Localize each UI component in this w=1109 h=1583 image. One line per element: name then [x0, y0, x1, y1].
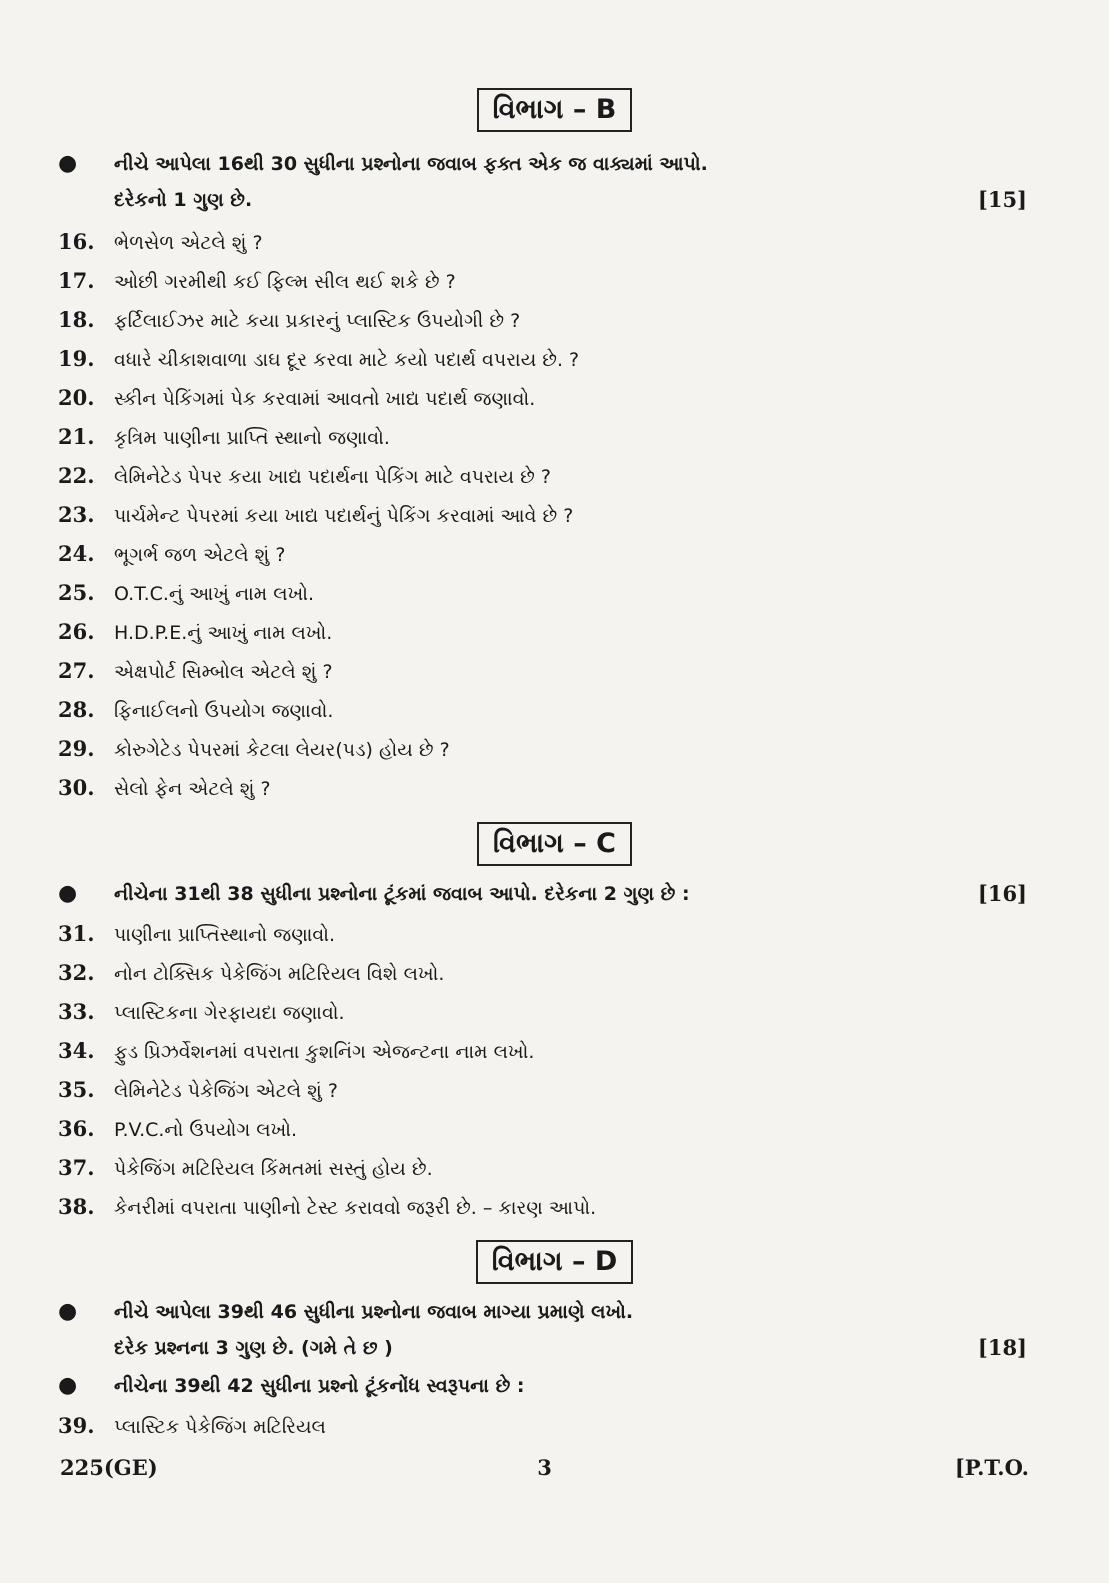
- section-b-instruction-line1: નીચે આપેલા 16થી 30 સુધીના પ્રશ્નોના જવાબ ફક્ત એક જ વાક્યમાં આપો.: [114, 153, 708, 175]
- pto-label: [P.T.O.: [954, 1455, 1029, 1480]
- section-d-instruction-line1: નીચે આપેલા 39થી 46 સુધીના પ્રશ્નોના જવાબ માગ્યા પ્રમાણે લખો.: [114, 1301, 634, 1323]
- section-c-instruction: [58, 876, 1027, 912]
- section-b-questions: [58, 222, 1049, 807]
- section-d-marks: [18]: [977, 1335, 1027, 1360]
- question-21: 21. કૃત્રિમ પાણીના પ્રાપ્તિ સ્થાનો જણાવો.: [58, 424, 390, 449]
- section-c-marks: [16]: [977, 881, 1027, 906]
- question-33: 33. પ્લાસ્ટિકના ગેરફાયદા જણાવો.: [58, 999, 345, 1024]
- page-footer: [60, 1450, 1029, 1486]
- bullet-icon: ●: [58, 1299, 78, 1324]
- question-24: 24. ભૂગર્ભ જળ એટલે શું ?: [58, 541, 286, 566]
- section-b-instruction-line2: દરેકનો 1 ગુણ છે.: [114, 189, 253, 211]
- section-d-title: વિભાગ – D: [476, 1240, 634, 1284]
- question-35: 35. લેમિનેટેડ પેકેજિંગ એટલે શું ?: [58, 1077, 338, 1102]
- question-18: 18. ફર્ટિલાઈઝર માટે કયા પ્રકારનું પ્લાસ્ટિક ઉપયોગી છે ?: [58, 307, 521, 332]
- section-b-title: વિભાગ – B: [477, 88, 633, 132]
- bullet-icon: ●: [58, 1373, 78, 1398]
- section-b-marks: [15]: [977, 187, 1027, 212]
- question-30: 30. સેલો ફેન એટલે શું ?: [58, 775, 271, 800]
- section-d-instruction2: [58, 1368, 1027, 1404]
- question-34: 34. ફુડ પ્રિઝર્વેશનમાં વપરાતા કુશનિંગ એજન્ટના નામ લખો.: [58, 1038, 535, 1063]
- section-b-header: [0, 88, 1109, 132]
- question-28: 28. ફિનાઈલનો ઉપયોગ જણાવો.: [58, 697, 334, 722]
- question-25: 25. O.T.C.નું આખું નામ લખો.: [58, 580, 314, 605]
- section-b-instruction: [58, 146, 1027, 218]
- section-d-instruction-line2: દરેક પ્રશ્નના 3 ગુણ છે. (ગમે તે છ ): [114, 1337, 393, 1359]
- section-c-instruction-line: નીચેના 31થી 38 સુધીના પ્રશ્નોના ટૂંકમાં જવાબ આપો. દરેકના 2 ગુણ છે :: [114, 883, 690, 905]
- question-37: 37. પેકેજિંગ મટિરિયલ કિંમતમાં સસ્તું હોય છે.: [58, 1155, 433, 1180]
- question-16: 16. ભેળસેળ એટલે શું ?: [58, 229, 263, 254]
- section-c-questions: [58, 914, 1049, 1226]
- question-19: 19. વધારે ચીકાશવાળા ડાઘ દૂર કરવા માટે કયો પદાર્થ વપરાય છે. ?: [58, 346, 580, 371]
- question-36: 36. P.V.C.નો ઉપયોગ લખો.: [58, 1116, 298, 1141]
- question-38: 38. કેનરીમાં વપરાતા પાણીનો ટેસ્ટ કરાવવો જરૂરી છે. – કારણ આપો.: [58, 1194, 597, 1219]
- section-c-title: વિભાગ – C: [477, 822, 632, 866]
- section-d-questions: [58, 1406, 1049, 1445]
- section-c-header: [0, 822, 1109, 866]
- question-27: 27. એક્ષપોર્ટ સિમ્બોલ એટલે શું ?: [58, 658, 333, 683]
- paper-code: 225(GE): [60, 1455, 158, 1480]
- bullet-icon: ●: [58, 881, 78, 906]
- question-17: 17. ઓછી ગરમીથી કઈ ફિલ્મ સીલ થઈ શકે છે ?: [58, 268, 456, 293]
- question-39: 39. પ્લાસ્ટિક પેકેજિંગ મટિરિયલ: [58, 1413, 326, 1438]
- question-26: 26. H.D.P.E.નું આખું નામ લખો.: [58, 619, 333, 644]
- question-23: 23. પાર્ચમેન્ટ પેપરમાં કયા ખાદ્ય પદાર્થનું પેકિંગ કરવામાં આવે છે ?: [58, 502, 574, 527]
- question-20: 20. સ્કીન પેકિંગમાં પેક કરવામાં આવતો ખાદ્ય પદાર્થ જણાવો.: [58, 385, 536, 410]
- section-d-instruction: [58, 1294, 1027, 1366]
- section-d-instruction2-line: નીચેના 39થી 42 સુધીના પ્રશ્નો ટૂંકનોંધ સ્વરૂપના છે :: [114, 1375, 525, 1397]
- bullet-icon: ●: [58, 151, 78, 176]
- question-32: 32. નોન ટોક્સિક પેકેજિંગ મટિરિયલ વિશે લખો.: [58, 960, 445, 985]
- question-22: 22. લેમિનેટેડ પેપર કયા ખાદ્ય પદાર્થના પેકિંગ માટે વપરાય છે ?: [58, 463, 551, 488]
- section-d-header: [0, 1240, 1109, 1284]
- page-number: 3: [537, 1455, 552, 1480]
- question-31: 31. પાણીના પ્રાપ્તિસ્થાનો જણાવો.: [58, 921, 336, 946]
- question-29: 29. કોરુગેટેડ પેપરમાં કેટલા લેયર(પડ) હોય છે ?: [58, 736, 450, 761]
